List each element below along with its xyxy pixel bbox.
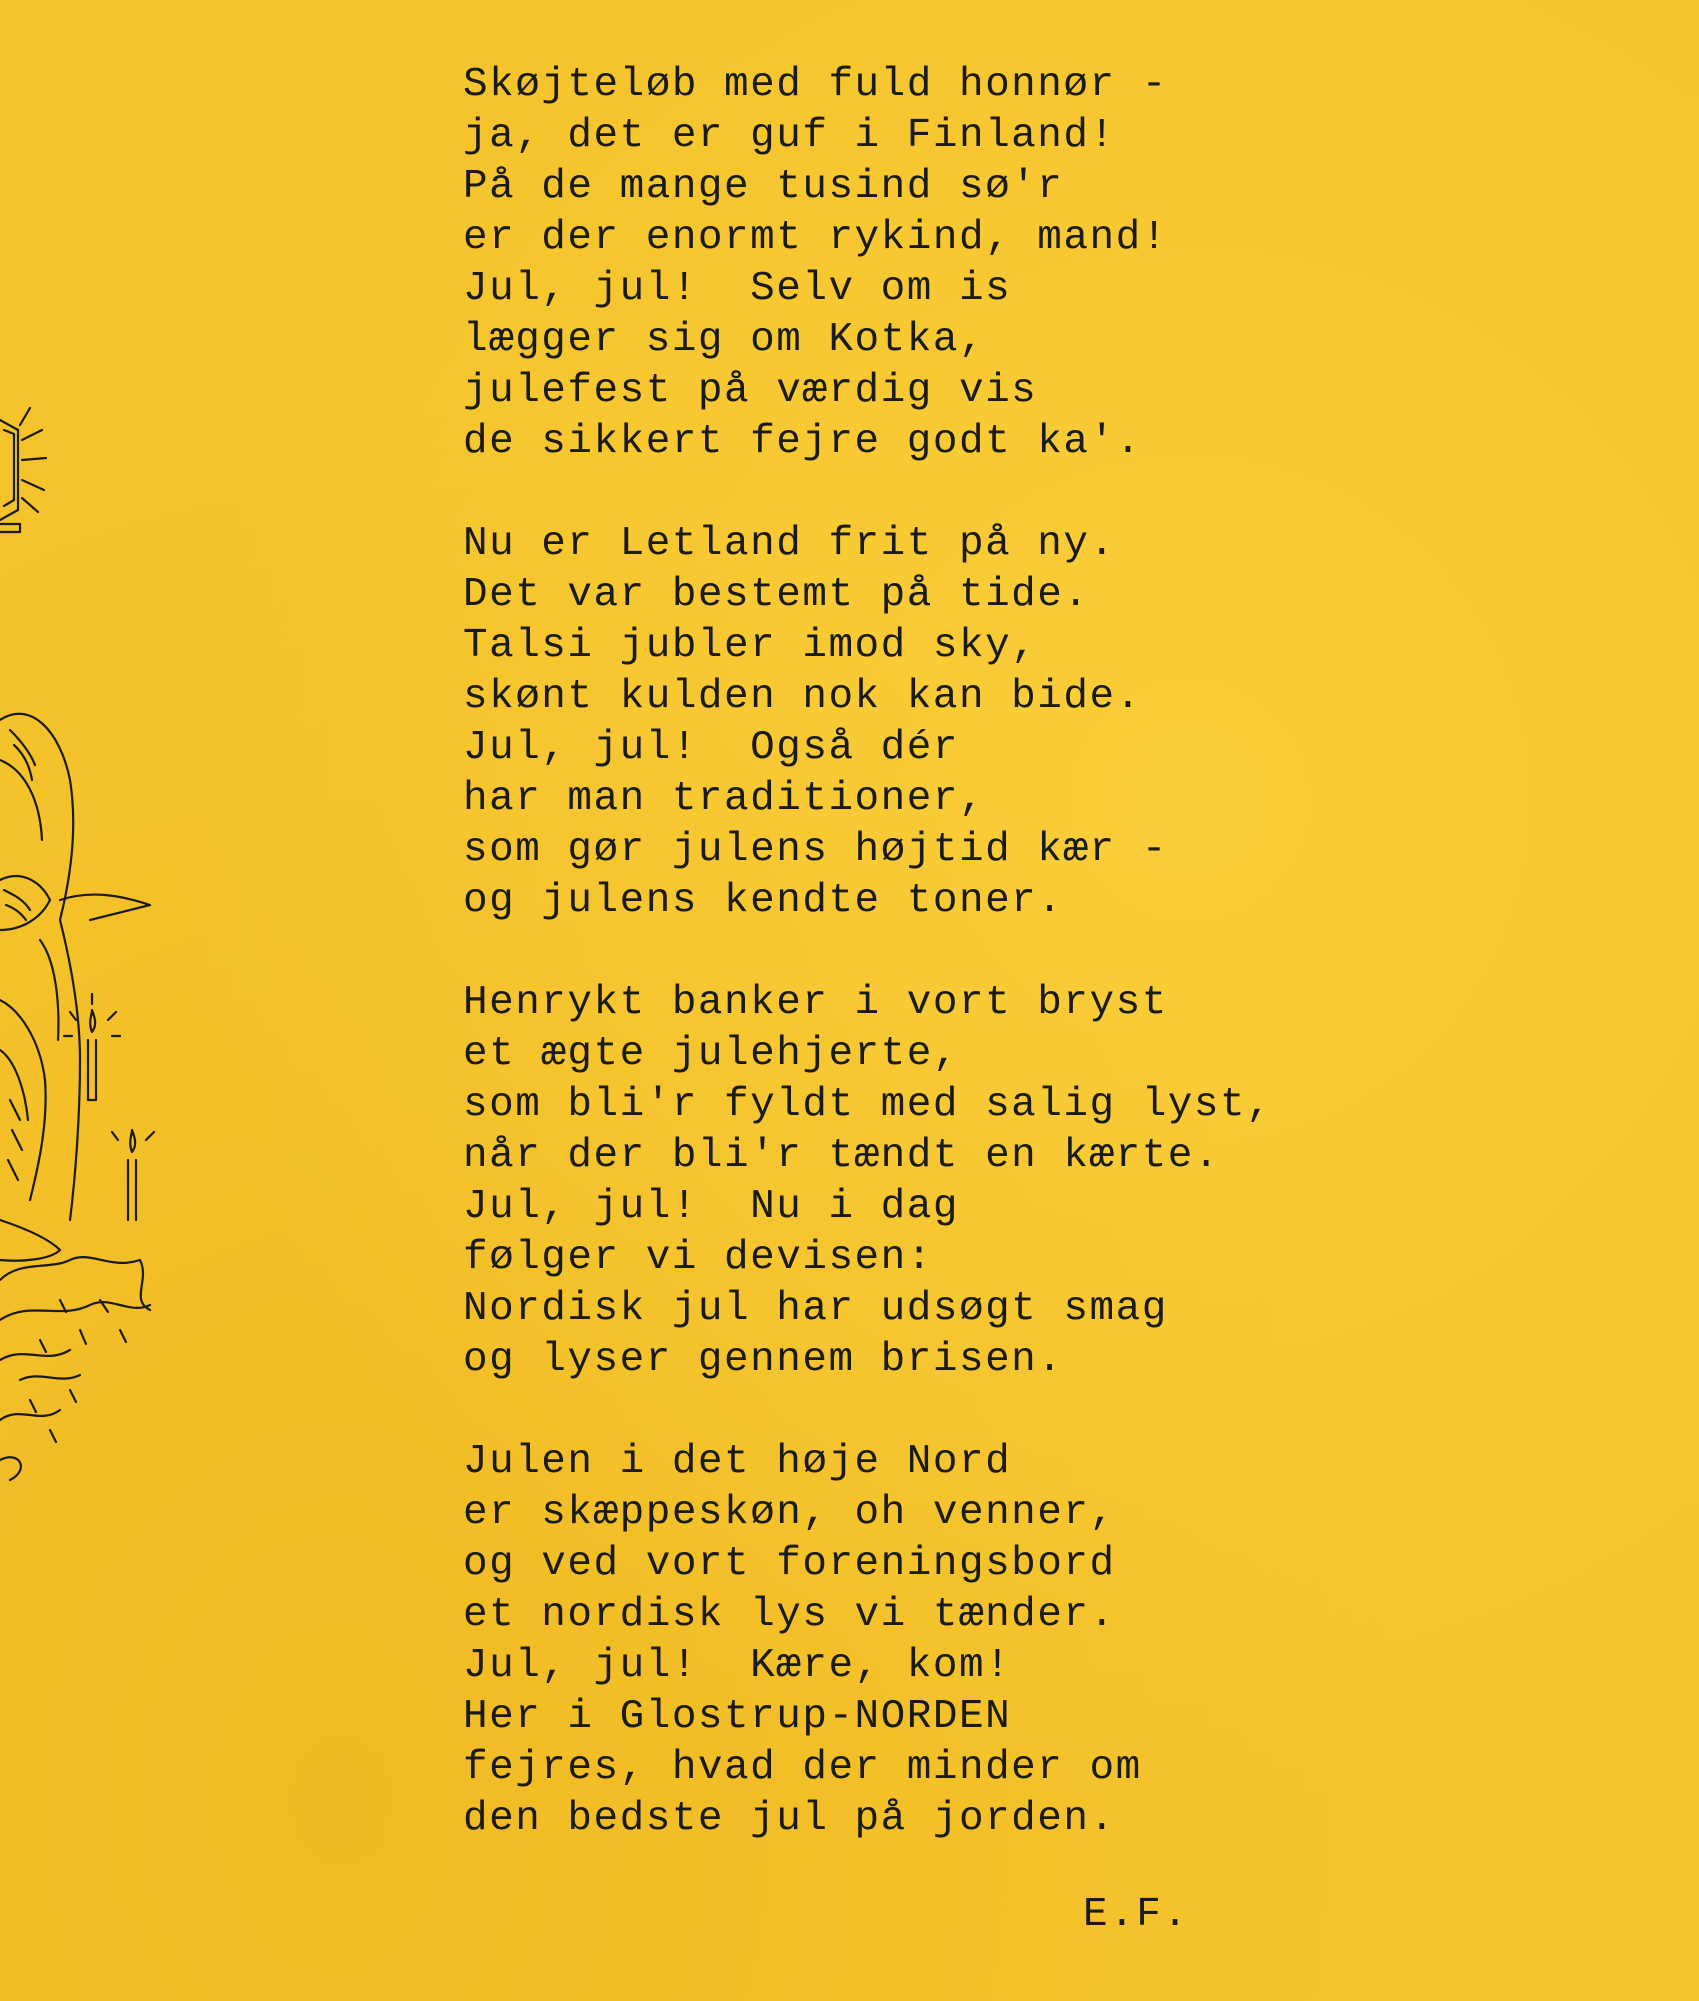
- lantern-icon: [0, 408, 46, 532]
- poem-line: Nordisk jul har udsøgt smag: [463, 1286, 1168, 1332]
- poem-line: som gør julens højtid kær -: [463, 827, 1168, 873]
- poem-line: Jul, jul! Selv om is: [463, 266, 1012, 312]
- stanza: [463, 60, 1363, 468]
- poem-line: og julens kendte toner.: [463, 878, 1064, 924]
- poem-line: Jul, jul! Nu i dag: [463, 1184, 959, 1230]
- poem-line: skønt kulden nok kan bide.: [463, 674, 1142, 720]
- poem-line: et nordisk lys vi tænder.: [463, 1592, 1116, 1638]
- poem-line: Her i Glostrup-NORDEN: [463, 1694, 1012, 1740]
- stanza: [463, 519, 1363, 927]
- signature: E.F.: [1083, 1892, 1190, 1938]
- poem-line: Julen i det høje Nord: [463, 1439, 1012, 1485]
- poem-line: Det var bestemt på tide.: [463, 572, 1090, 618]
- poem-line: Jul, jul! Kære, kom!: [463, 1643, 1012, 1689]
- poem: [463, 60, 1363, 1896]
- poem-line: ja, det er guf i Finland!: [463, 113, 1116, 159]
- poem-line: fejres, hvad der minder om: [463, 1745, 1142, 1791]
- poem-line: og lyser gennem brisen.: [463, 1337, 1064, 1383]
- poem-line: som bli'r fyldt med salig lyst,: [463, 1082, 1273, 1128]
- poem-line: lægger sig om Kotka,: [463, 317, 986, 363]
- poem-line: følger vi devisen:: [463, 1235, 933, 1281]
- candle-icon: [64, 994, 120, 1100]
- poem-line: er skæppeskøn, oh venner,: [463, 1490, 1116, 1536]
- candle-icon: [112, 1130, 154, 1220]
- illustration-gnome-with-candles: [0, 400, 200, 1500]
- stanza: [463, 978, 1363, 1386]
- poem-line: julefest på værdig vis: [463, 368, 1038, 414]
- poem-line: er der enormt rykind, mand!: [463, 215, 1168, 261]
- poem-line: og ved vort foreningsbord: [463, 1541, 1116, 1587]
- poem-line: Nu er Letland frit på ny.: [463, 521, 1116, 567]
- poem-line: Jul, jul! Også dér: [463, 725, 959, 771]
- poem-line: når der bli'r tændt en kærte.: [463, 1133, 1221, 1179]
- poem-line: de sikkert fejre godt ka'.: [463, 419, 1142, 465]
- foliage-icon: [0, 1257, 150, 1480]
- poem-line: Talsi jubler imod sky,: [463, 623, 1038, 669]
- poem-line: den bedste jul på jorden.: [463, 1796, 1116, 1842]
- poem-line: et ægte julehjerte,: [463, 1031, 959, 1077]
- poem-line: På de mange tusind sø'r: [463, 164, 1064, 210]
- stanza: [463, 1437, 1363, 1845]
- poem-line: har man traditioner,: [463, 776, 986, 822]
- poem-line: Skøjteløb med fuld honnør -: [463, 62, 1168, 108]
- poem-line: Henrykt banker i vort bryst: [463, 980, 1168, 1026]
